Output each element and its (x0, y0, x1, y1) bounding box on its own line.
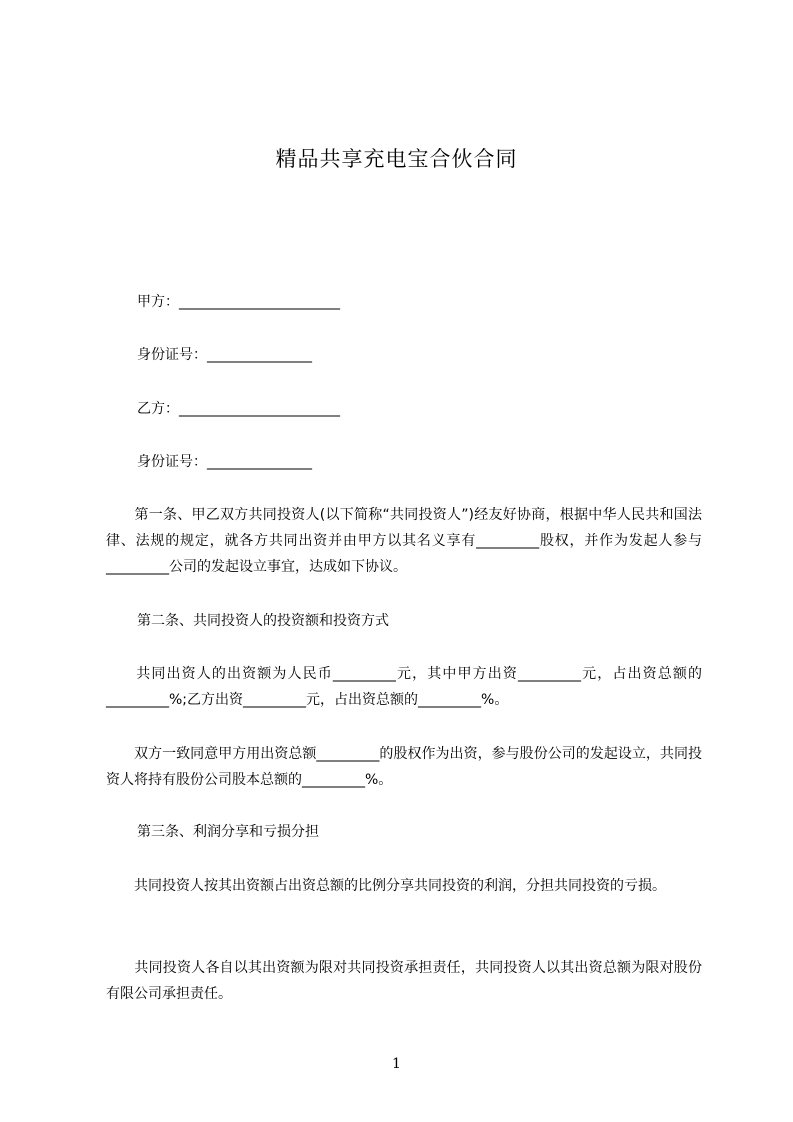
party-a-id-field: 身份证号：_______________ (137, 347, 312, 363)
article-2-paragraph-2: 双方一致同意甲方用出资总额_________的股权作为出资，参与股份公司的发起设立，共同投资人将持有股份公司股本总额的_________%。 (106, 746, 702, 788)
article-3-heading: 第三条、利润分享和亏损分担 (137, 824, 319, 840)
article-2-paragraph-1: 共同出资人的出资额为人民币_________元，其中甲方出资_________元，占出资总额的_________%;乙方出资_________元，占出资总额的_________%。 (106, 666, 702, 708)
document-title: 精品共享充电宝合伙合同 (275, 147, 518, 171)
party-b-field: 乙方：_______________________ (137, 401, 340, 417)
article-1-paragraph: 第一条、甲乙双方共同投资人(以下简称“共同投资人”)经友好协商，根据中华人民共和国法律、法规的规定，就各方共同出资并由甲方以其名义享有_________股权，并作为发起人参与_________公司的发起设立事宜，达成如下协议。 (106, 507, 702, 575)
page-number: 1 (392, 1056, 401, 1072)
party-b-id-field: 身份证号：_______________ (137, 454, 312, 470)
party-a-field: 甲方：_______________________ (137, 294, 340, 310)
article-3-paragraph-1: 共同投资人按其出资额占出资总额的比例分享共同投资的利润，分担共同投资的亏损。 (106, 878, 666, 894)
article-3-paragraph-2: 共同投资人各自以其出资额为限对共同投资承担责任，共同投资人以其出资总额为限对股份有限公司承担责任。 (106, 960, 702, 1002)
article-2-heading: 第二条、共同投资人的投资额和投资方式 (137, 613, 389, 629)
